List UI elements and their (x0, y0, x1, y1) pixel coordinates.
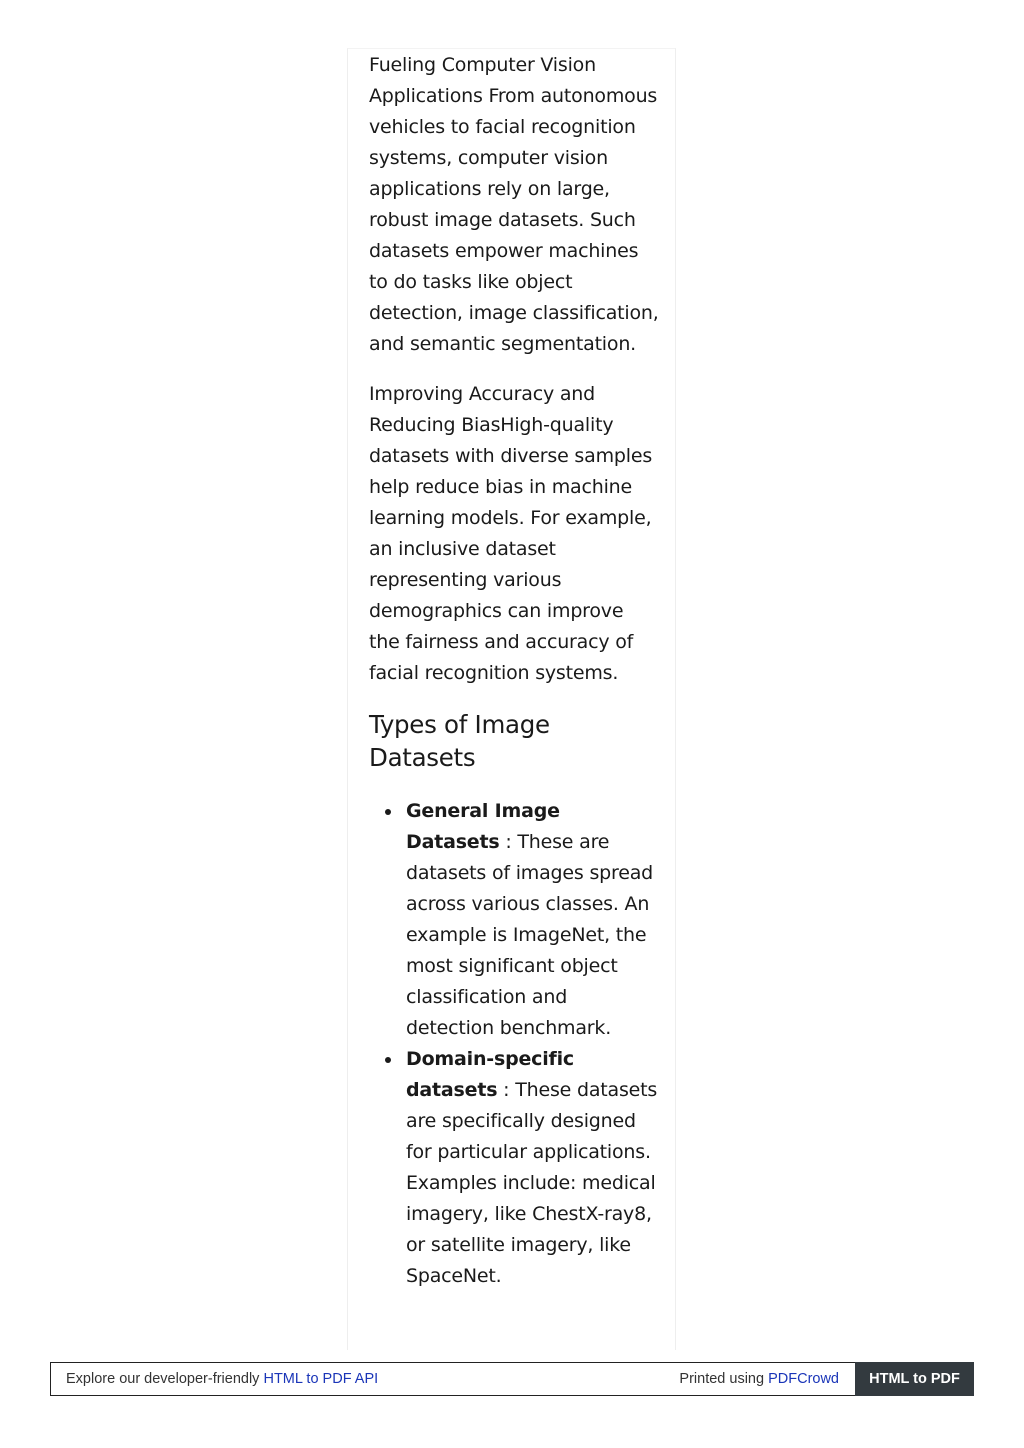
list-item-term: Domain-specific datasets (406, 1048, 574, 1101)
dataset-types-list (369, 796, 659, 1292)
pdf-footer-banner (50, 1362, 974, 1396)
html-to-pdf-api-link[interactable]: HTML to PDF API (263, 1371, 379, 1387)
html-to-pdf-badge[interactable]: HTML to PDF (855, 1362, 974, 1396)
list-item-text: : These datasets are specifically designed for particular applications. Examples include: medical imagery, like ChestX-ray8, or satellite imagery, like SpaceNet. (406, 1079, 658, 1287)
list-item-text: : These are datasets of images spread across various classes. An example is ImageNet, the most significant object classification and detection benchmark. (406, 831, 653, 1039)
paragraph-accuracy-bias: Improving Accuracy and Reducing BiasHigh-quality datasets with diverse samples help reduce bias in machine learning models. For example, an inclusive dataset representing various demographics can improve the fairness and accuracy of facial recognition systems. (369, 383, 653, 684)
footer-explore-text: Explore our developer-friendly (66, 1371, 264, 1387)
pdfcrowd-link[interactable]: PDFCrowd (768, 1371, 839, 1387)
footer-printed-text: Printed using (679, 1371, 769, 1387)
bullet-icon (385, 809, 391, 815)
section-heading: Types of Image Datasets (369, 710, 550, 772)
list-item (369, 796, 659, 1044)
list-item (369, 1044, 659, 1292)
article-content (369, 50, 659, 1292)
list-item-term: General Image Datasets (406, 800, 560, 853)
footer-explore (66, 1371, 378, 1387)
bullet-icon (385, 1057, 391, 1063)
footer-printed (679, 1371, 839, 1387)
paragraph-computer-vision: Fueling Computer Vision Applications From autonomous vehicles to facial recognition systems, computer vision applications rely on large, robust image datasets. Such datasets empower machines to do tasks like object detection, image classification, and semantic segmentation. (369, 54, 659, 355)
article-column (347, 48, 676, 1350)
